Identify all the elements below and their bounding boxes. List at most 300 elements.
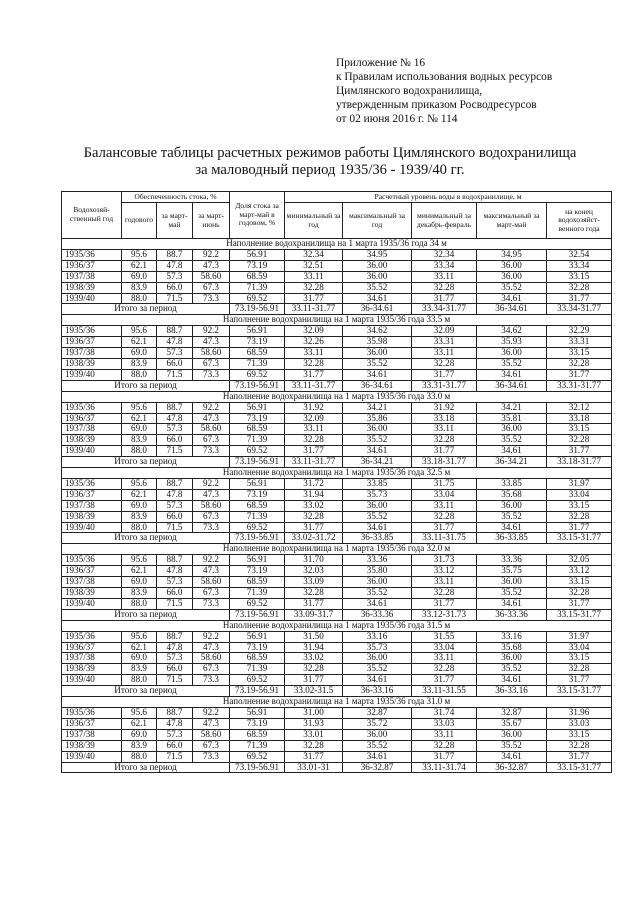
value-cell: 92.2 <box>193 631 230 642</box>
year-cell: 1936/37 <box>62 489 122 500</box>
value-cell: 36.00 <box>343 729 412 740</box>
table-row <box>62 326 612 337</box>
value-cell: 31.92 <box>412 402 477 413</box>
total-cell: 73.19-56.91 <box>230 762 285 773</box>
appendix-line: от 02 июня 2016 г. № 114 <box>336 113 458 125</box>
value-cell: 47.3 <box>193 489 230 500</box>
value-cell: 47.3 <box>193 413 230 424</box>
value-cell: 92.2 <box>193 555 230 566</box>
value-cell: 47.8 <box>157 413 193 424</box>
year-cell: 1939/40 <box>62 751 122 762</box>
value-cell: 83.9 <box>122 664 157 675</box>
table-row <box>62 718 612 729</box>
value-cell: 31.77 <box>412 751 477 762</box>
value-cell: 47.3 <box>193 642 230 653</box>
value-cell: 31.72 <box>285 478 343 489</box>
table-row <box>62 577 612 588</box>
total-cell: 36-34.61 <box>343 380 412 391</box>
section-title: Наполнение водохранилища на 1 марта 1935/36 года 32.0 м <box>62 544 612 555</box>
value-cell: 57.3 <box>157 500 193 511</box>
value-cell: 31.77 <box>285 446 343 457</box>
title-line-2: за маловодный период 1935/36 - 1939/40 гг. <box>195 162 465 178</box>
value-cell: 32.51 <box>285 260 343 271</box>
value-cell: 34.21 <box>477 402 547 413</box>
value-cell: 62.1 <box>122 337 157 348</box>
value-cell: 31.75 <box>412 478 477 489</box>
value-cell: 92.2 <box>193 707 230 718</box>
value-cell: 33.11 <box>285 424 343 435</box>
appendix-line: Приложение № 16 <box>336 57 426 69</box>
value-cell: 34.61 <box>343 522 412 533</box>
value-cell: 83.9 <box>122 740 157 751</box>
table-row <box>62 642 612 653</box>
total-cell: 73.19-56.91 <box>230 686 285 697</box>
total-cell: 33.15-31.77 <box>547 609 612 620</box>
appendix-line: к Правилам использования водных ресурсов <box>336 71 553 83</box>
total-cell: 73.19-56.91 <box>230 533 285 544</box>
table-row <box>62 369 612 380</box>
value-cell: 57.3 <box>157 348 193 359</box>
value-cell: 32.28 <box>547 511 612 522</box>
value-cell: 33.18 <box>547 413 612 424</box>
value-cell: 36.00 <box>343 271 412 282</box>
value-cell: 33.02 <box>285 500 343 511</box>
total-label: Итого за период <box>62 686 230 697</box>
value-cell: 36.00 <box>477 653 547 664</box>
section-title: Наполнение водохранилища на 1 марта 1935/36 года 33.5 м <box>62 315 612 326</box>
value-cell: 58.60 <box>193 348 230 359</box>
value-cell: 32.28 <box>285 740 343 751</box>
value-cell: 57.3 <box>157 729 193 740</box>
value-cell: 71.39 <box>230 588 285 599</box>
title-line-1: Балансовые таблицы расчетных режимов работы Цимлянского водохранилища <box>83 145 577 161</box>
total-cell: 73.19-56.91 <box>230 457 285 468</box>
value-cell: 62.1 <box>122 413 157 424</box>
value-cell: 33.16 <box>477 631 547 642</box>
value-cell: 34.62 <box>343 326 412 337</box>
value-cell: 31.77 <box>547 675 612 686</box>
value-cell: 31.77 <box>547 751 612 762</box>
table-body <box>62 239 612 773</box>
value-cell: 68.59 <box>230 424 285 435</box>
value-cell: 33.15 <box>547 729 612 740</box>
value-cell: 69.52 <box>230 751 285 762</box>
year-cell: 1938/39 <box>62 511 122 522</box>
value-cell: 32.28 <box>285 358 343 369</box>
value-cell: 31.77 <box>285 751 343 762</box>
total-row <box>62 304 612 315</box>
year-cell: 1936/37 <box>62 566 122 577</box>
total-cell: 36-33.85 <box>343 533 412 544</box>
table-row <box>62 511 612 522</box>
value-cell: 69.52 <box>230 675 285 686</box>
value-cell: 32.28 <box>412 511 477 522</box>
value-cell: 71.39 <box>230 282 285 293</box>
total-label: Итого за период <box>62 609 230 620</box>
value-cell: 31.77 <box>547 522 612 533</box>
table-row <box>62 522 612 533</box>
total-cell: 36-33.36 <box>343 609 412 620</box>
value-cell: 88.0 <box>122 522 157 533</box>
document-title <box>40 145 620 179</box>
table-row <box>62 664 612 675</box>
value-cell: 83.9 <box>122 511 157 522</box>
value-cell: 33.36 <box>477 555 547 566</box>
value-cell: 32.26 <box>285 337 343 348</box>
value-cell: 67.3 <box>193 664 230 675</box>
value-cell: 69.0 <box>122 577 157 588</box>
value-cell: 31.77 <box>285 369 343 380</box>
value-cell: 36.00 <box>343 500 412 511</box>
header-year: Водохозяй-ственный год <box>62 192 122 239</box>
value-cell: 34.95 <box>343 249 412 260</box>
value-cell: 32.28 <box>412 282 477 293</box>
total-cell: 33.18-31.77 <box>412 457 477 468</box>
value-cell: 73.19 <box>230 642 285 653</box>
value-cell: 32.54 <box>547 249 612 260</box>
value-cell: 31.97 <box>547 631 612 642</box>
table-row <box>62 337 612 348</box>
value-cell: 69.0 <box>122 424 157 435</box>
value-cell: 73.3 <box>193 369 230 380</box>
value-cell: 34.61 <box>343 751 412 762</box>
year-cell: 1939/40 <box>62 522 122 533</box>
header-max-mar: максимальный за март-май <box>477 203 547 239</box>
value-cell: 58.60 <box>193 271 230 282</box>
value-cell: 35.52 <box>343 664 412 675</box>
table-row <box>62 348 612 359</box>
value-cell: 68.59 <box>230 271 285 282</box>
header-mar-jun: за март-июнь <box>193 203 230 239</box>
value-cell: 47.3 <box>193 566 230 577</box>
value-cell: 34.61 <box>477 751 547 762</box>
total-cell: 73.19-56.91 <box>230 304 285 315</box>
table-row <box>62 413 612 424</box>
value-cell: 33.15 <box>547 577 612 588</box>
value-cell: 71.5 <box>157 751 193 762</box>
total-cell: 33.15-31.77 <box>547 533 612 544</box>
value-cell: 33.31 <box>412 337 477 348</box>
value-cell: 71.39 <box>230 511 285 522</box>
value-cell: 56.91 <box>230 326 285 337</box>
value-cell: 35.52 <box>477 358 547 369</box>
table-row <box>62 566 612 577</box>
table-row <box>62 751 612 762</box>
value-cell: 73.3 <box>193 293 230 304</box>
value-cell: 31.77 <box>285 598 343 609</box>
value-cell: 73.19 <box>230 337 285 348</box>
header-supply: Обеспеченность стока, % <box>122 192 230 203</box>
value-cell: 36.00 <box>343 577 412 588</box>
value-cell: 73.19 <box>230 489 285 500</box>
value-cell: 69.52 <box>230 293 285 304</box>
total-cell: 33.11-31.77 <box>285 304 343 315</box>
value-cell: 73.3 <box>193 522 230 533</box>
value-cell: 92.2 <box>193 326 230 337</box>
value-cell: 62.1 <box>122 260 157 271</box>
value-cell: 35.98 <box>343 337 412 348</box>
value-cell: 62.1 <box>122 718 157 729</box>
value-cell: 31.94 <box>285 489 343 500</box>
value-cell: 66.0 <box>157 358 193 369</box>
value-cell: 56.91 <box>230 555 285 566</box>
value-cell: 36.00 <box>477 500 547 511</box>
value-cell: 66.0 <box>157 435 193 446</box>
year-cell: 1935/36 <box>62 631 122 642</box>
year-cell: 1936/37 <box>62 642 122 653</box>
value-cell: 58.60 <box>193 500 230 511</box>
value-cell: 32.87 <box>343 707 412 718</box>
value-cell: 35.68 <box>477 489 547 500</box>
value-cell: 57.3 <box>157 424 193 435</box>
value-cell: 34.61 <box>477 598 547 609</box>
value-cell: 58.60 <box>193 653 230 664</box>
section-title: Наполнение водохранилища на 1 марта 1935/36 года 34 м <box>62 239 612 250</box>
value-cell: 68.59 <box>230 653 285 664</box>
section-title: Наполнение водохранилища на 1 марта 1935/36 года 32.5 м <box>62 468 612 479</box>
total-cell: 33.02-31.5 <box>285 686 343 697</box>
value-cell: 33.36 <box>343 555 412 566</box>
value-cell: 67.3 <box>193 740 230 751</box>
value-cell: 33.09 <box>285 577 343 588</box>
total-cell: 33.11-31.77 <box>285 380 343 391</box>
value-cell: 31.77 <box>412 369 477 380</box>
value-cell: 68.59 <box>230 577 285 588</box>
value-cell: 31.77 <box>412 446 477 457</box>
header-share: Доля стока за март-май в годовом, % <box>230 192 285 239</box>
year-cell: 1935/36 <box>62 555 122 566</box>
value-cell: 83.9 <box>122 588 157 599</box>
value-cell: 33.15 <box>547 424 612 435</box>
value-cell: 88.0 <box>122 751 157 762</box>
total-row <box>62 380 612 391</box>
table-row <box>62 402 612 413</box>
total-cell: 36-34.61 <box>343 304 412 315</box>
header-min-dec: минимальный за декабрь-февраль <box>412 203 477 239</box>
value-cell: 66.0 <box>157 511 193 522</box>
value-cell: 83.9 <box>122 358 157 369</box>
table-row <box>62 260 612 271</box>
year-cell: 1935/36 <box>62 707 122 718</box>
value-cell: 67.3 <box>193 282 230 293</box>
value-cell: 35.68 <box>477 642 547 653</box>
value-cell: 57.3 <box>157 577 193 588</box>
year-cell: 1937/38 <box>62 424 122 435</box>
value-cell: 33.11 <box>412 500 477 511</box>
total-cell: 36-33.16 <box>343 686 412 697</box>
total-cell: 33.11-31.77 <box>285 457 343 468</box>
value-cell: 31.77 <box>412 522 477 533</box>
header-end-year: на конец водохозяйст-венного года <box>547 203 612 239</box>
value-cell: 35.52 <box>343 358 412 369</box>
total-cell: 36-34.61 <box>477 380 547 391</box>
value-cell: 35.52 <box>477 282 547 293</box>
value-cell: 34.61 <box>477 369 547 380</box>
total-cell: 36-32.87 <box>477 762 547 773</box>
value-cell: 33.11 <box>412 424 477 435</box>
value-cell: 31.77 <box>412 598 477 609</box>
value-cell: 35.52 <box>343 588 412 599</box>
year-cell: 1937/38 <box>62 577 122 588</box>
value-cell: 71.5 <box>157 293 193 304</box>
value-cell: 88.7 <box>157 555 193 566</box>
table-row <box>62 489 612 500</box>
value-cell: 33.15 <box>547 500 612 511</box>
value-cell: 71.39 <box>230 740 285 751</box>
value-cell: 34.61 <box>477 522 547 533</box>
value-cell: 31.74 <box>412 707 477 718</box>
value-cell: 69.0 <box>122 729 157 740</box>
value-cell: 33.02 <box>285 653 343 664</box>
total-cell: 73.19-56.91 <box>230 609 285 620</box>
value-cell: 35.52 <box>343 511 412 522</box>
value-cell: 31.77 <box>285 293 343 304</box>
value-cell: 47.8 <box>157 337 193 348</box>
value-cell: 35.52 <box>343 740 412 751</box>
value-cell: 34.61 <box>477 293 547 304</box>
value-cell: 69.0 <box>122 653 157 664</box>
value-cell: 33.85 <box>477 478 547 489</box>
value-cell: 33.03 <box>547 718 612 729</box>
value-cell: 36.00 <box>477 729 547 740</box>
value-cell: 33.85 <box>343 478 412 489</box>
value-cell: 71.5 <box>157 522 193 533</box>
value-cell: 33.01 <box>285 729 343 740</box>
value-cell: 56.91 <box>230 707 285 718</box>
value-cell: 67.3 <box>193 358 230 369</box>
total-cell: 33.31-31.77 <box>547 380 612 391</box>
value-cell: 32.28 <box>547 588 612 599</box>
value-cell: 33.04 <box>547 489 612 500</box>
year-cell: 1938/39 <box>62 588 122 599</box>
year-cell: 1937/38 <box>62 653 122 664</box>
value-cell: 47.3 <box>193 260 230 271</box>
value-cell: 34.62 <box>477 326 547 337</box>
table-row <box>62 249 612 260</box>
year-cell: 1937/38 <box>62 500 122 511</box>
value-cell: 34.61 <box>477 675 547 686</box>
year-cell: 1939/40 <box>62 369 122 380</box>
value-cell: 69.0 <box>122 271 157 282</box>
table-row <box>62 555 612 566</box>
table-row <box>62 435 612 446</box>
value-cell: 32.28 <box>285 511 343 522</box>
value-cell: 35.52 <box>477 435 547 446</box>
total-cell: 33.34-31.77 <box>547 304 612 315</box>
value-cell: 31.77 <box>412 675 477 686</box>
year-cell: 1935/36 <box>62 326 122 337</box>
value-cell: 88.0 <box>122 369 157 380</box>
year-cell: 1938/39 <box>62 435 122 446</box>
value-cell: 83.9 <box>122 435 157 446</box>
value-cell: 36.00 <box>477 424 547 435</box>
value-cell: 33.12 <box>547 566 612 577</box>
value-cell: 92.2 <box>193 249 230 260</box>
value-cell: 58.60 <box>193 424 230 435</box>
value-cell: 69.52 <box>230 598 285 609</box>
year-cell: 1939/40 <box>62 598 122 609</box>
total-cell: 33.15-31.77 <box>547 686 612 697</box>
year-cell: 1935/36 <box>62 478 122 489</box>
total-cell: 36-32.87 <box>343 762 412 773</box>
total-cell: 36-34.61 <box>477 304 547 315</box>
year-cell: 1936/37 <box>62 260 122 271</box>
value-cell: 31.70 <box>285 555 343 566</box>
value-cell: 58.60 <box>193 577 230 588</box>
value-cell: 33.34 <box>547 260 612 271</box>
section-title: Наполнение водохранилища на 1 марта 1935/36 года 31.0 м <box>62 697 612 708</box>
value-cell: 31.55 <box>412 631 477 642</box>
appendix-line: Цимлянского водохранилища, <box>336 85 483 97</box>
value-cell: 69.0 <box>122 348 157 359</box>
value-cell: 33.15 <box>547 348 612 359</box>
value-cell: 32.28 <box>285 282 343 293</box>
value-cell: 56.91 <box>230 631 285 642</box>
value-cell: 47.8 <box>157 566 193 577</box>
value-cell: 92.2 <box>193 402 230 413</box>
total-cell: 36-34.21 <box>477 457 547 468</box>
total-cell: 36-33.36 <box>477 609 547 620</box>
value-cell: 32.28 <box>547 435 612 446</box>
value-cell: 67.3 <box>193 588 230 599</box>
value-cell: 71.5 <box>157 675 193 686</box>
value-cell: 32.28 <box>547 358 612 369</box>
value-cell: 34.61 <box>343 293 412 304</box>
total-cell: 33.02-31.72 <box>285 533 343 544</box>
value-cell: 56.91 <box>230 249 285 260</box>
value-cell: 73.19 <box>230 566 285 577</box>
value-cell: 57.3 <box>157 653 193 664</box>
table-row <box>62 740 612 751</box>
value-cell: 31.77 <box>412 293 477 304</box>
table-row <box>62 293 612 304</box>
year-cell: 1936/37 <box>62 337 122 348</box>
value-cell: 47.3 <box>193 718 230 729</box>
value-cell: 71.5 <box>157 369 193 380</box>
value-cell: 31.77 <box>285 522 343 533</box>
table-row <box>62 282 612 293</box>
value-cell: 67.3 <box>193 435 230 446</box>
total-cell: 33.11-31.74 <box>412 762 477 773</box>
total-cell: 33.31-31.77 <box>412 380 477 391</box>
value-cell: 33.11 <box>412 653 477 664</box>
value-cell: 35.73 <box>343 489 412 500</box>
year-cell: 1936/37 <box>62 718 122 729</box>
value-cell: 32.87 <box>477 707 547 718</box>
header-mar-may: за март-май <box>157 203 193 239</box>
value-cell: 33.03 <box>412 718 477 729</box>
value-cell: 71.5 <box>157 446 193 457</box>
value-cell: 47.8 <box>157 489 193 500</box>
value-cell: 32.28 <box>412 358 477 369</box>
value-cell: 36.00 <box>343 260 412 271</box>
value-cell: 31.77 <box>285 675 343 686</box>
section-title: Наполнение водохранилища на 1 марта 1935/36 года 31.5 м <box>62 620 612 631</box>
value-cell: 67.3 <box>193 511 230 522</box>
total-label: Итого за период <box>62 457 230 468</box>
value-cell: 31.77 <box>547 446 612 457</box>
value-cell: 88.7 <box>157 478 193 489</box>
value-cell: 34.21 <box>343 402 412 413</box>
value-cell: 34.61 <box>343 446 412 457</box>
total-label: Итого за период <box>62 380 230 391</box>
value-cell: 36.00 <box>343 348 412 359</box>
table-row <box>62 500 612 511</box>
section-title: Наполнение водохранилища на 1 марта 1935/36 года 33.0 м <box>62 391 612 402</box>
value-cell: 34.61 <box>343 675 412 686</box>
total-cell: 33.11-31.55 <box>412 686 477 697</box>
value-cell: 32.28 <box>547 664 612 675</box>
